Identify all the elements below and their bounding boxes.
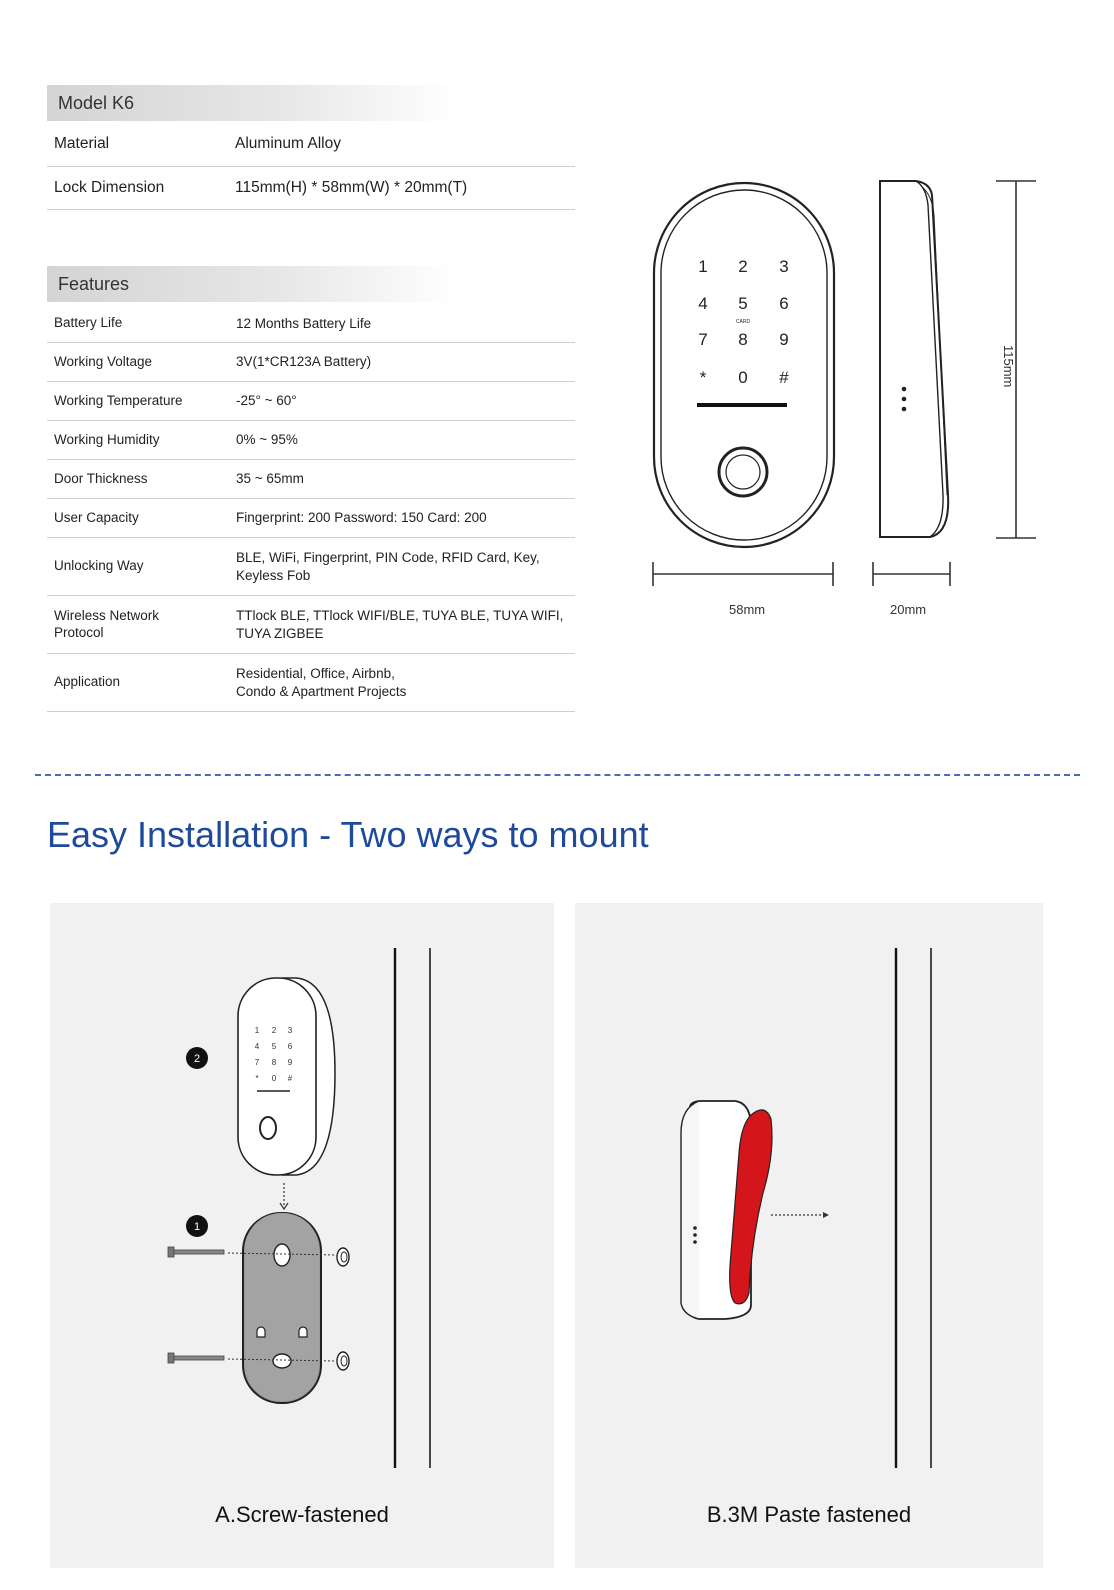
screw-icon <box>168 1353 224 1363</box>
feature-value: 35 ~ 65mm <box>236 471 304 487</box>
feature-value: 3V(1*CR123A Battery) <box>236 354 372 370</box>
height-dimension-label: 115mm <box>1001 345 1016 388</box>
spec-row-material <box>47 123 575 167</box>
key-4: 4 <box>698 294 708 313</box>
feature-value: Residential, Office, Airbnb, Condo & Apartment Projects <box>236 665 407 699</box>
mini-key-9: 9 <box>287 1058 293 1067</box>
mini-key-4: 4 <box>254 1042 260 1051</box>
key-8: 8 <box>738 330 748 349</box>
key-0: 0 <box>738 368 748 387</box>
spec-value: 115mm(H) * 58mm(W) * 20mm(T) <box>235 178 468 196</box>
method-a-caption: A.Screw-fastened <box>215 1502 389 1527</box>
width-dimension-label: 58mm <box>729 602 766 617</box>
feature-label: Door Thickness <box>54 470 148 486</box>
feature-value: Fingerprint: 200 Password: 150 Card: 200 <box>236 510 487 526</box>
feature-row <box>47 343 575 382</box>
feature-label: Application <box>54 674 121 690</box>
thickness-dimension-label: 20mm <box>890 602 927 617</box>
key-9: 9 <box>779 330 789 349</box>
mini-key-2: 2 <box>271 1026 277 1035</box>
feature-row <box>47 538 575 596</box>
mini-key-star: * <box>255 1074 259 1083</box>
mini-key-7: 7 <box>254 1058 260 1067</box>
screw-mount-illustration <box>50 903 554 1503</box>
spec-label: Material <box>54 135 110 153</box>
key-2: 2 <box>738 257 748 276</box>
features-header: Features <box>47 266 457 302</box>
method-b-caption: B.3M Paste fastened <box>706 1502 912 1527</box>
mini-key-8: 8 <box>271 1058 277 1067</box>
paste-mount-illustration <box>575 903 1043 1503</box>
dimension-lines <box>640 175 1060 595</box>
key-3: 3 <box>779 257 789 276</box>
section-divider <box>35 774 1080 776</box>
mini-key-3: 3 <box>287 1026 293 1035</box>
feature-row <box>47 305 575 343</box>
mini-key-6: 6 <box>287 1042 293 1051</box>
key-hash: # <box>779 368 789 387</box>
feature-row <box>47 382 575 421</box>
feature-value: -25° ~ 60° <box>236 393 297 409</box>
screw-icon <box>168 1247 224 1257</box>
card-label: CARD <box>735 319 751 325</box>
step-one-number: 1 <box>193 1221 201 1233</box>
key-6: 6 <box>779 294 789 313</box>
model-header: Model K6 <box>47 85 457 121</box>
key-1: 1 <box>698 257 708 276</box>
spec-row-dimension <box>47 167 575 210</box>
feature-label: Unlocking Way <box>54 558 144 574</box>
key-star: * <box>699 368 707 387</box>
mini-key-0: 0 <box>271 1074 277 1083</box>
installation-title: Easy Installation - Two ways to mount <box>47 814 649 855</box>
feature-value: BLE, WiFi, Fingerprint, PIN Code, RFID Card, Key, Keyless Fob <box>236 549 540 583</box>
feature-row <box>47 460 575 499</box>
spec-label: Lock Dimension <box>54 178 165 196</box>
key-5: 5 <box>738 294 748 313</box>
mini-key-hash: # <box>287 1074 293 1083</box>
feature-label: Wireless Network Protocol <box>54 608 160 640</box>
feature-label: Working Temperature <box>54 392 183 408</box>
feature-value: 0% ~ 95% <box>236 432 298 448</box>
feature-row <box>47 596 575 654</box>
mini-key-5: 5 <box>271 1042 277 1051</box>
feature-label: Working Humidity <box>54 431 160 447</box>
feature-row <box>47 499 575 538</box>
step-two-number: 2 <box>193 1053 201 1065</box>
feature-label: Battery Life <box>54 315 123 331</box>
feature-label: Working Voltage <box>54 353 153 369</box>
feature-value: TTlock BLE, TTlock WIFI/BLE, TUYA BLE, TUYA WIFI, TUYA ZIGBEE <box>236 607 564 641</box>
feature-row <box>47 654 575 712</box>
screw-hole <box>273 1354 291 1368</box>
screw-hole <box>274 1244 290 1266</box>
feature-row <box>47 421 575 460</box>
panel-screw-fastened <box>50 903 554 1568</box>
mini-key-1: 1 <box>254 1026 260 1035</box>
spec-value: Aluminum Alloy <box>235 135 341 153</box>
key-7: 7 <box>698 330 708 349</box>
panel-paste-fastened <box>575 903 1043 1568</box>
feature-value: 12 Months Battery Life <box>236 315 372 331</box>
feature-label: User Capacity <box>54 509 139 525</box>
